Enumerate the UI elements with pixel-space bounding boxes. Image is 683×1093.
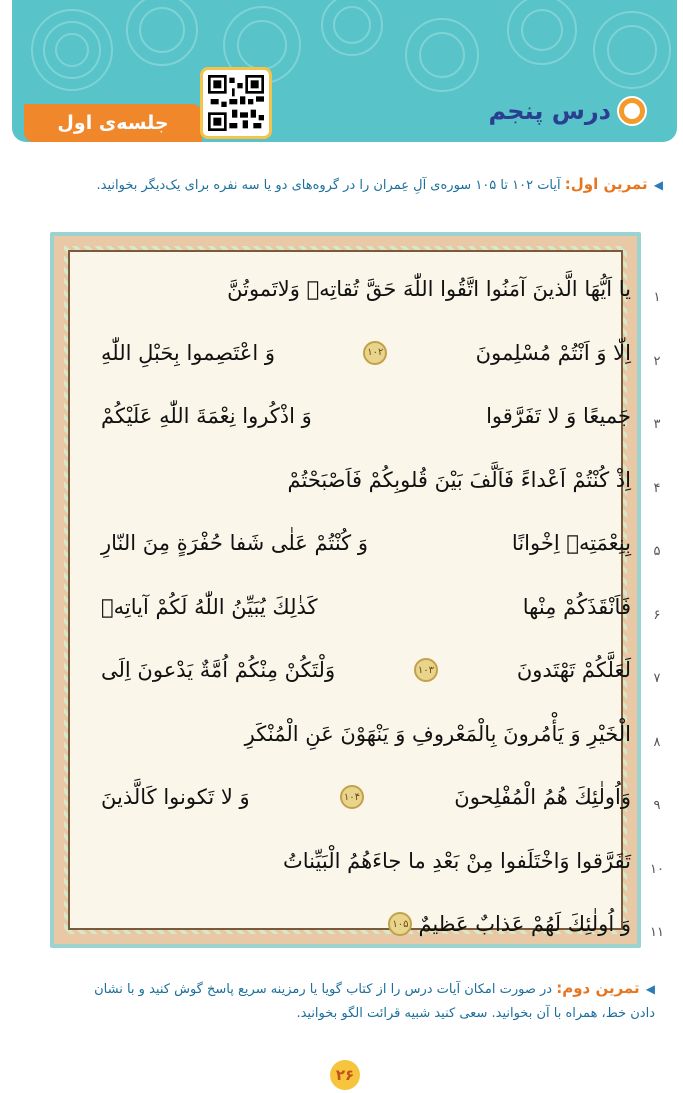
line-number: ۱۱ [650,925,664,940]
exercise-1-text: آیات ۱۰۲ تا ۱۰۵ سوره‌ی آلِ عِمران را در گروه‌های دو یا سه نفره برای یک‌دیگر بخوانید. [96,178,561,193]
verse-line-2 [101,322,631,386]
verse-line-5 [101,512,631,576]
verse-line-3 [101,385,631,449]
verse-text: لَعَلَّكُمْ تَهْتَدونَ [516,658,631,683]
exercise-1 [3,172,663,198]
verse-text: وَاُولٰئِكَ هُمُ الْمُفْلِحونَ [454,785,631,810]
line-numbers [644,266,670,965]
qr-code-graphic [208,75,264,131]
verse-text: جَمیعًا وَ لا تَفَرَّقوا [486,404,631,429]
session-tab [24,104,202,142]
verse-text: اِلّا وَ اَنْتُمْ مُسْلِمونَ [475,340,631,365]
verse-line-10 [101,830,631,894]
verse-text: وَ اُولٰئِكَ لَهُمْ عَذابٌ عَظيمٌ [418,912,631,937]
session-label: جلسه‌ی اول [57,112,169,134]
line-number: ۷ [653,671,661,686]
ayah-marker-icon: ۱۰۳ [414,658,438,682]
triangle-bullet-icon: ◀ [653,178,663,192]
verse-text: وَ كُنْتُمْ عَلٰى شَفا حُفْرَةٍ مِنَ النّارِ [101,531,368,556]
verse-text: تَفَرَّقوا وَاخْتَلَفوا مِنْ بَعْدِ ما جاءَهُمُ الْبَيِّناتُ [283,848,631,873]
verse-text: یا اَیُّهَا الَّذینَ آمَنُوا اتَّقُوا اللّٰهَ حَقَّ تُقاتِهٖ وَلاتَموتُنَّ [227,277,631,302]
verse-text: وَ اذْكُروا نِعْمَةَ اللّٰهِ عَلَيْكُمْ [101,404,312,429]
exercise-1-label: تمرین اول: [564,175,648,193]
verse-line-6 [101,576,631,640]
line-number: ۱۰ [650,861,664,877]
lesson-title-text: درس پنجم [488,97,611,125]
exercise-2 [15,976,655,1026]
verse-text: اِذْ كُنْتُمْ اَعْداءً فَاَلَّفَ بَيْنَ قُلوبِكُمْ فَاَصْبَحْتُمْ [287,467,631,492]
verse-text: بِنِعْمَتِهٖ اِخْوانًا [511,531,631,556]
line-number: ۴ [653,480,661,496]
line-number: ۳ [653,417,661,432]
verse-line-11 [101,893,631,957]
line-number: ۹ [653,798,661,813]
title-ring-icon [619,98,645,124]
verse-text: كَذٰلِكَ يُبَيِّنُ اللّٰهُ لَكُمْ آياتِهٖ [101,594,318,619]
verse-text: فَاَنْقَذَكُمْ مِنْها [522,594,631,619]
ayah-marker-icon: ۱۰۲ [363,341,387,365]
verse-line-8 [101,703,631,767]
line-number: ۲ [653,353,661,369]
line-number: ۱ [653,290,661,305]
ayah-marker-icon: ۱۰۵ [388,912,412,936]
verse-line-4 [101,449,631,513]
page-number: ۲۶ [330,1060,360,1090]
qr-code-icon[interactable] [200,67,272,139]
verse-line-9 [101,766,631,830]
line-number: ۸ [653,734,661,750]
verse-line-7 [101,639,631,703]
line-number: ۵ [653,544,661,559]
verse-text: وَ اعْتَصِموا بِحَبْلِ اللّٰهِ [101,340,276,365]
verse-text: وَلْتَكُنْ مِنْكُمْ اُمَّةٌ يَدْعونَ اِلَى [101,658,336,683]
verse-text: الْخَيْرِ وَ يَأْمُرونَ بِالْمَعْروفِ وَ يَنْهَوْنَ عَنِ الْمُنْكَرِ [244,721,631,746]
verse-line-1 [101,258,631,322]
verse-text: وَ لا تَكونوا كَالَّذينَ [101,785,250,810]
exercise-2-label: تمرین دوم: [556,979,640,997]
exercise-2-text-line1: در صورت امکان آیات درس را از کتاب گویا یا رمزینه سریع پاسخ گوش کنید و با نشان [94,982,553,997]
ayah-marker-icon: ۱۰۴ [340,785,364,809]
header-band [12,0,677,142]
line-number: ۶ [653,607,661,623]
triangle-bullet-icon: ◀ [645,982,655,996]
lesson-title [488,97,645,125]
quran-verses [101,258,631,957]
exercise-2-text-line2: دادن خط، همراه با آن بخوانید. سعی کنید شبیه قرائت الگو بخوانید. [296,1006,655,1021]
